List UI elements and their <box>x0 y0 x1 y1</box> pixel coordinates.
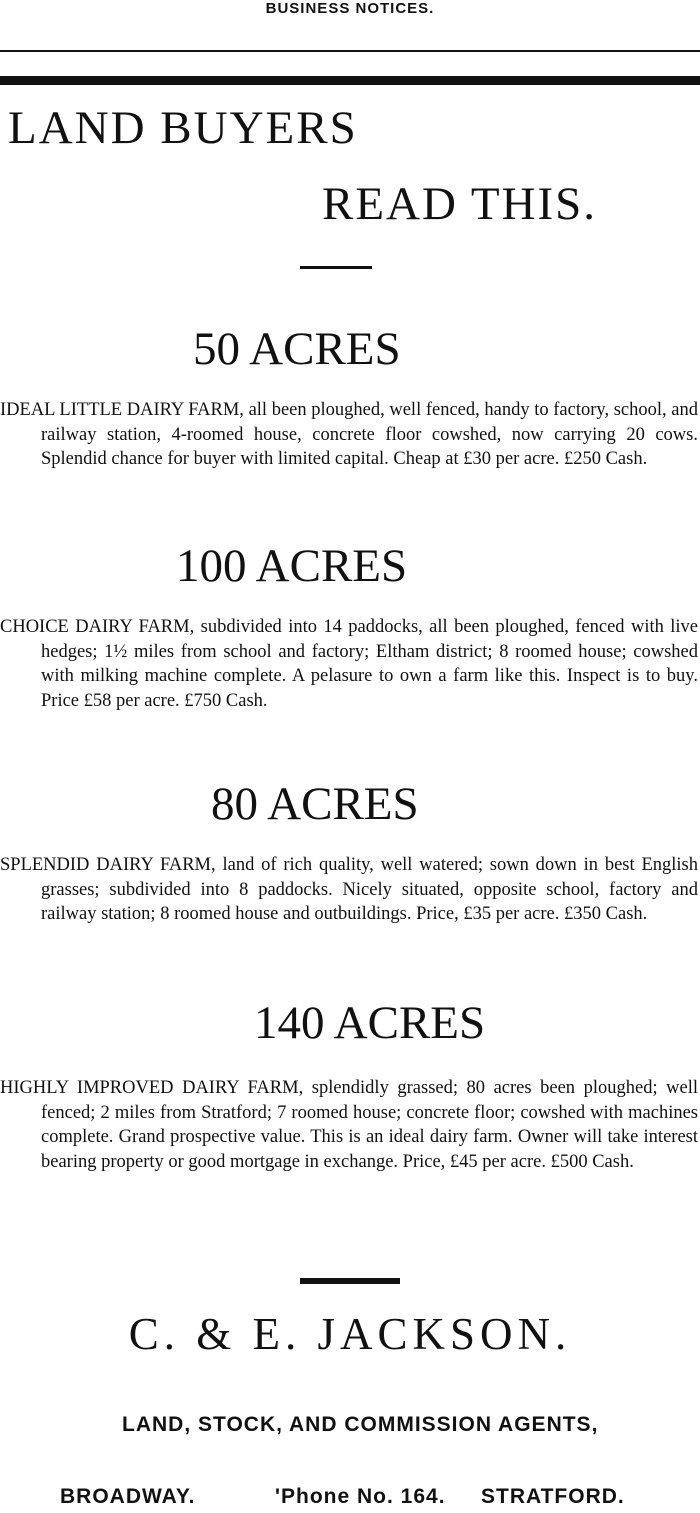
listing-title-140-acres: 140 ACRES <box>254 997 486 1049</box>
header-rule-thin <box>0 50 700 52</box>
listing-description-140-acres <box>0 1076 698 1174</box>
company-divider <box>300 1278 400 1284</box>
listing-description-50-acres <box>0 398 698 472</box>
headline-line-2: READ THIS. <box>322 178 598 230</box>
header-rule-thick <box>0 76 700 85</box>
listing-description-100-acres <box>0 615 698 713</box>
company-tagline: LAND, STOCK, AND COMMISSION AGENTS, <box>122 1413 599 1436</box>
headline-divider <box>300 266 372 269</box>
listing-title-80-acres: 80 ACRES <box>211 778 419 830</box>
listing-text: CHOICE DAIRY FARM, subdivided into 14 paddocks, all been ploughed, fenced with live hedges; 1½ miles from school and factory; Eltham district; 8 roomed house; cowshed with milking machine complete. A pelasure to own a farm like this. Inspect is to buy. Price £58 per acre. £750 Cash. <box>0 617 698 711</box>
listing-title-50-acres: 50 ACRES <box>193 323 401 375</box>
listing-text: IDEAL LITTLE DAIRY FARM, all been ploughed, well fenced, handy to factory, school, and railway station, 4-roomed house, concrete floor cowshed, now carrying 20 cows. Splendid chance for buyer with limited capital. Cheap at £30 per acre. £250 Cash. <box>0 400 698 469</box>
headline-line-1: LAND BUYERS <box>8 102 358 154</box>
listing-description-80-acres <box>0 853 698 927</box>
section-label: BUSINESS NOTICES. <box>265 0 435 17</box>
company-phone: 'Phone No. 164. <box>275 1485 446 1508</box>
listing-text: HIGHLY IMPROVED DAIRY FARM, splendidly grassed; 80 acres been ploughed; well fenced; 2 miles from Stratford; 7 roomed house; concrete floor; cowshed with machines complete. Grand prospective value. This is an ideal dairy farm. Owner will take interest bearing property or good mortgage in exchange. Price, £45 per acre. £500 Cash. <box>0 1078 698 1172</box>
company-town: STRATFORD. <box>481 1485 625 1508</box>
listing-text: SPLENDID DAIRY FARM, land of rich quality, well watered; sown down in best English grasses; subdivided into 8 paddocks. Nicely situated, opposite school, factory and railway station; 8 roomed house and outbuildings. Price, £35 per acre. £350 Cash. <box>0 855 698 924</box>
company-address: BROADWAY. <box>60 1485 196 1508</box>
listing-title-100-acres: 100 ACRES <box>176 540 408 592</box>
company-name: C. & E. JACKSON. <box>128 1309 572 1359</box>
